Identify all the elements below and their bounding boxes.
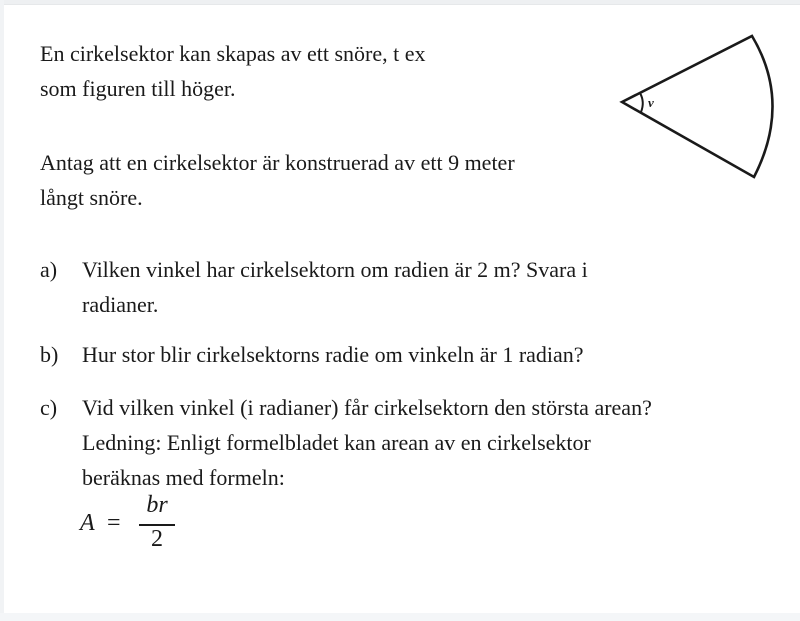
formula-lhs: A xyxy=(80,510,95,536)
area-formula xyxy=(80,492,200,564)
question-a-line-1: Vilken vinkel har cirkelsektorn om radien är 2 m? Svara i xyxy=(82,257,588,282)
angle-arc xyxy=(640,93,643,112)
sector-outline xyxy=(622,36,773,177)
angle-label: v xyxy=(648,95,654,110)
formula-numerator: br xyxy=(146,492,168,518)
question-a-label: a) xyxy=(40,257,58,282)
question-c-line-3: beräknas med formeln: xyxy=(82,465,285,490)
intro-line-1: En cirkelsektor kan skapas av ett snöre, t ex xyxy=(40,41,426,66)
intro-paragraph xyxy=(40,36,600,106)
formula-denominator: 2 xyxy=(151,526,163,552)
formula-equals: = xyxy=(107,510,121,536)
top-divider xyxy=(0,0,800,5)
intro-line-2: som figuren till höger. xyxy=(40,76,236,101)
assumption-paragraph xyxy=(40,145,640,215)
question-c-label: c) xyxy=(40,395,58,420)
assumption-line-2: långt snöre. xyxy=(40,185,143,210)
bottom-edge xyxy=(0,613,800,621)
question-c-line-2: Ledning: Enligt formelbladet kan arean av en cirkelsektor xyxy=(82,430,591,455)
assumption-line-1: Antag att en cirkelsektor är konstruerad av ett 9 meter xyxy=(40,150,515,175)
question-a-line-2: radianer. xyxy=(82,292,159,317)
left-edge xyxy=(0,0,4,621)
question-b-line-1: Hur stor blir cirkelsektorns radie om vinkeln är 1 radian? xyxy=(82,342,584,367)
question-b-label: b) xyxy=(40,342,59,367)
circle-sector-figure xyxy=(610,25,790,190)
question-c-line-1: Vid vilken vinkel (i radianer) får cirkelsektorn den största arean? xyxy=(82,395,652,420)
